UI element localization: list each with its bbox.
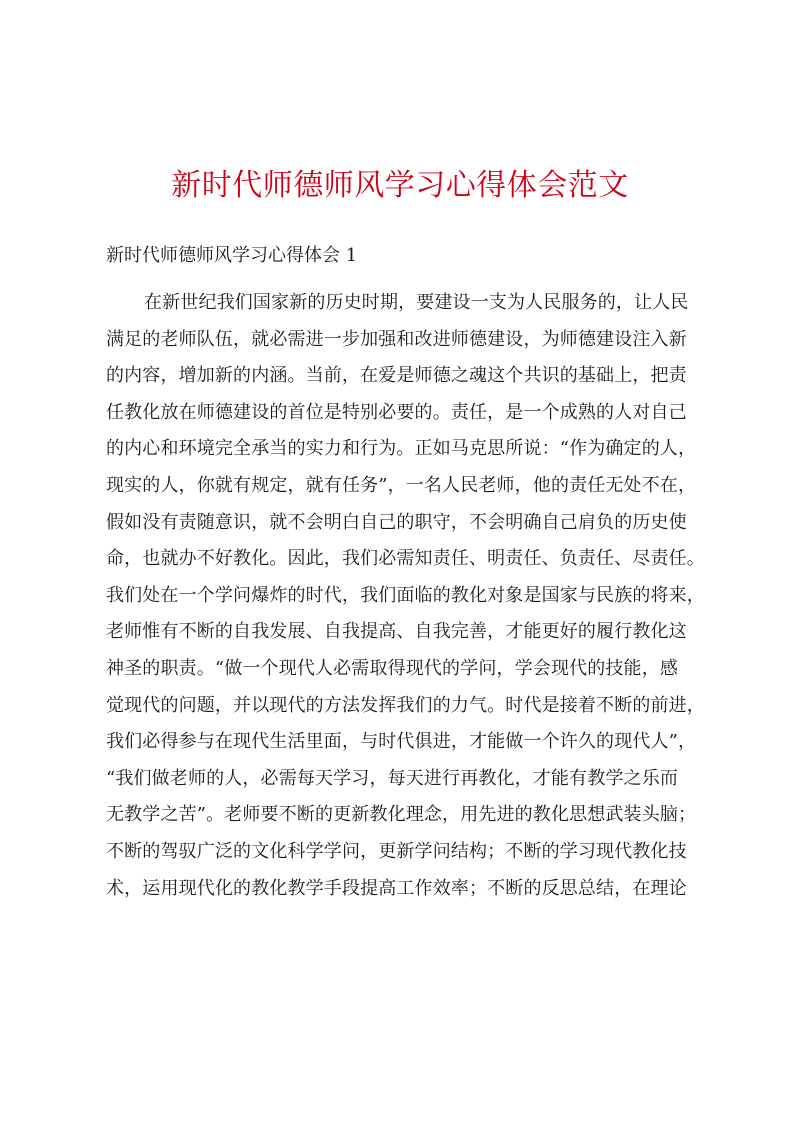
body-line: 假如没有责随意识，就不会明白自己的职守，不会明确自己肩负的历史使 xyxy=(106,511,687,533)
body-line: 我们必得参与在现代生活里面，与时代俱进，才能做一个许久的现代人”， xyxy=(106,731,697,753)
body-line: 的内容，增加新的内涵。当前，在爱是师德之魂这个共识的基础上，把责 xyxy=(106,365,687,387)
section-heading: 新时代师德师风学习心得体会 1 xyxy=(106,245,358,266)
body-line: 命，也就办不好教化。因此，我们必需知责任、明责任、负责任、尽责任。 xyxy=(106,548,705,570)
body-line: 觉现代的问题，并以现代的方法发挥我们的力气。时代是接着不断的前进， xyxy=(106,694,705,716)
body-line: 术，运用现代化的教化教学手段提高工作效率；不断的反思总结，在理论 xyxy=(106,877,687,899)
body-line: 现实的人，你就有规定，就有任务”，一名人民老师，他的责任无处不在， xyxy=(106,474,697,496)
body-line: 老师惟有不断的自我发展、自我提高、自我完善，才能更好的履行教化这 xyxy=(106,621,687,643)
body-line: 满足的老师队伍，就必需进一步加强和改进师德建设，为师德建设注入新 xyxy=(106,328,687,350)
body-line: 的内心和环境完全承当的实力和行为。正如马克思所说：“作为确定的人， xyxy=(106,438,697,460)
body-line: 任教化放在师德建设的首位是特别必要的。责任，是一个成熟的人对自己 xyxy=(106,401,687,423)
body-line: 我们处在一个学问爆炸的时代，我们面临的教化对象是国家与民族的将来， xyxy=(106,584,705,606)
document-title: 新时代师德师风学习心得体会范文 xyxy=(171,168,629,203)
body-line: 不断的驾驭广泛的文化科学学问，更新学问结构；不断的学习现代教化技 xyxy=(106,840,687,862)
body-line: 在新世纪我们国家新的历史时期，要建设一支为人民服务的，让人民 xyxy=(144,292,689,313)
body-line: 无教学之苦”。老师要不断的更新教化理念，用先进的教化思想武装头脑； xyxy=(106,804,697,826)
body-line: 神圣的职责。“做一个现代人必需取得现代的学问，学会现代的技能，感 xyxy=(106,657,678,679)
body-line: “我们做老师的人，必需每天学习，每天进行再教化，才能有教学之乐而 xyxy=(106,767,678,789)
body-paragraph xyxy=(106,285,706,907)
